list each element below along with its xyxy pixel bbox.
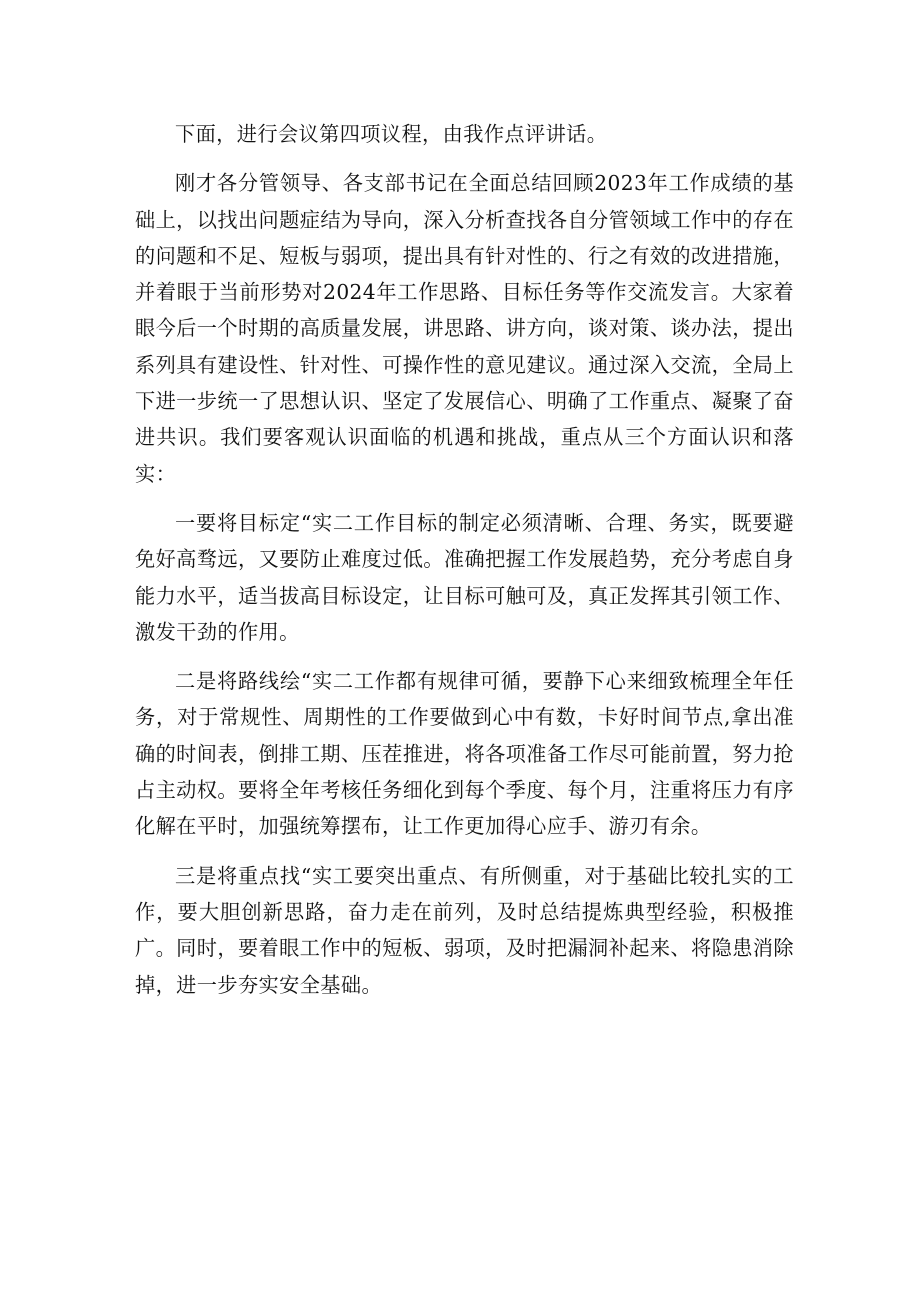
paragraph-goal-setting: 一要将目标定“实二工作目标的制定必须清晰、合理、务实，既要避免好高骛远，又要防止难度过低。准确把握工作发展趋势，充分考虑自身能力水平，适当拔高目标设定，让目标可触可及，真正发挥其引领工作、激发干劲的作用。 <box>135 510 794 644</box>
paragraph-summary: 刚才各分管领导、各支部书记在全面总结回顾2023年工作成绩的基础上，以找出问题症结为导向，深入分析查找各自分管领域工作中的存在的问题和不足、短板与弱项，提出具有针对性的、行之有效的改进措施，并着眼于当前形势对2024年工作思路、目标任务等作交流发言。大家着眼今后一个时期的高质量发展，讲思路、讲方向，谈对策、谈办法，提出系列具有建设性、针对性、可操作性的意见建议。通过深入交流，全局上下进一步统一了思想认识、坚定了发展信心、明确了工作重点、凝聚了奋进共识。我们要客观认识面临的机遇和挑战，重点从三个方面认识和落实： <box>135 171 794 486</box>
paragraph-roadmap: 二是将路线绘“实二工作都有规律可循，要静下心来细致梳理全年任务，对于常规性、周期性的工作要做到心中有数，卡好时间节点,拿出准确的时间表，倒排工期、压茬推进，将各项准备工作尽可能前置，努力抢占主动权。要将全年考核任务细化到每个季度、每个月，注重将压力有序化解在平时，加强统筹摆布，让工作更加得心应手、游刃有余。 <box>135 669 794 839</box>
paragraph-key-focus: 三是将重点找“实工要突出重点、有所侧重，对于基础比较扎实的工作，要大胆创新思路，奋力走在前列，及时总结提炼典型经验，积极推广。同时，要着眼工作中的短板、弱项，及时把漏洞补起来、将隐患消除掉，进一步夯实安全基础。 <box>135 863 794 997</box>
paragraph-agenda-intro: 下面，进行会议第四项议程，由我作点评讲话。 <box>175 122 608 146</box>
